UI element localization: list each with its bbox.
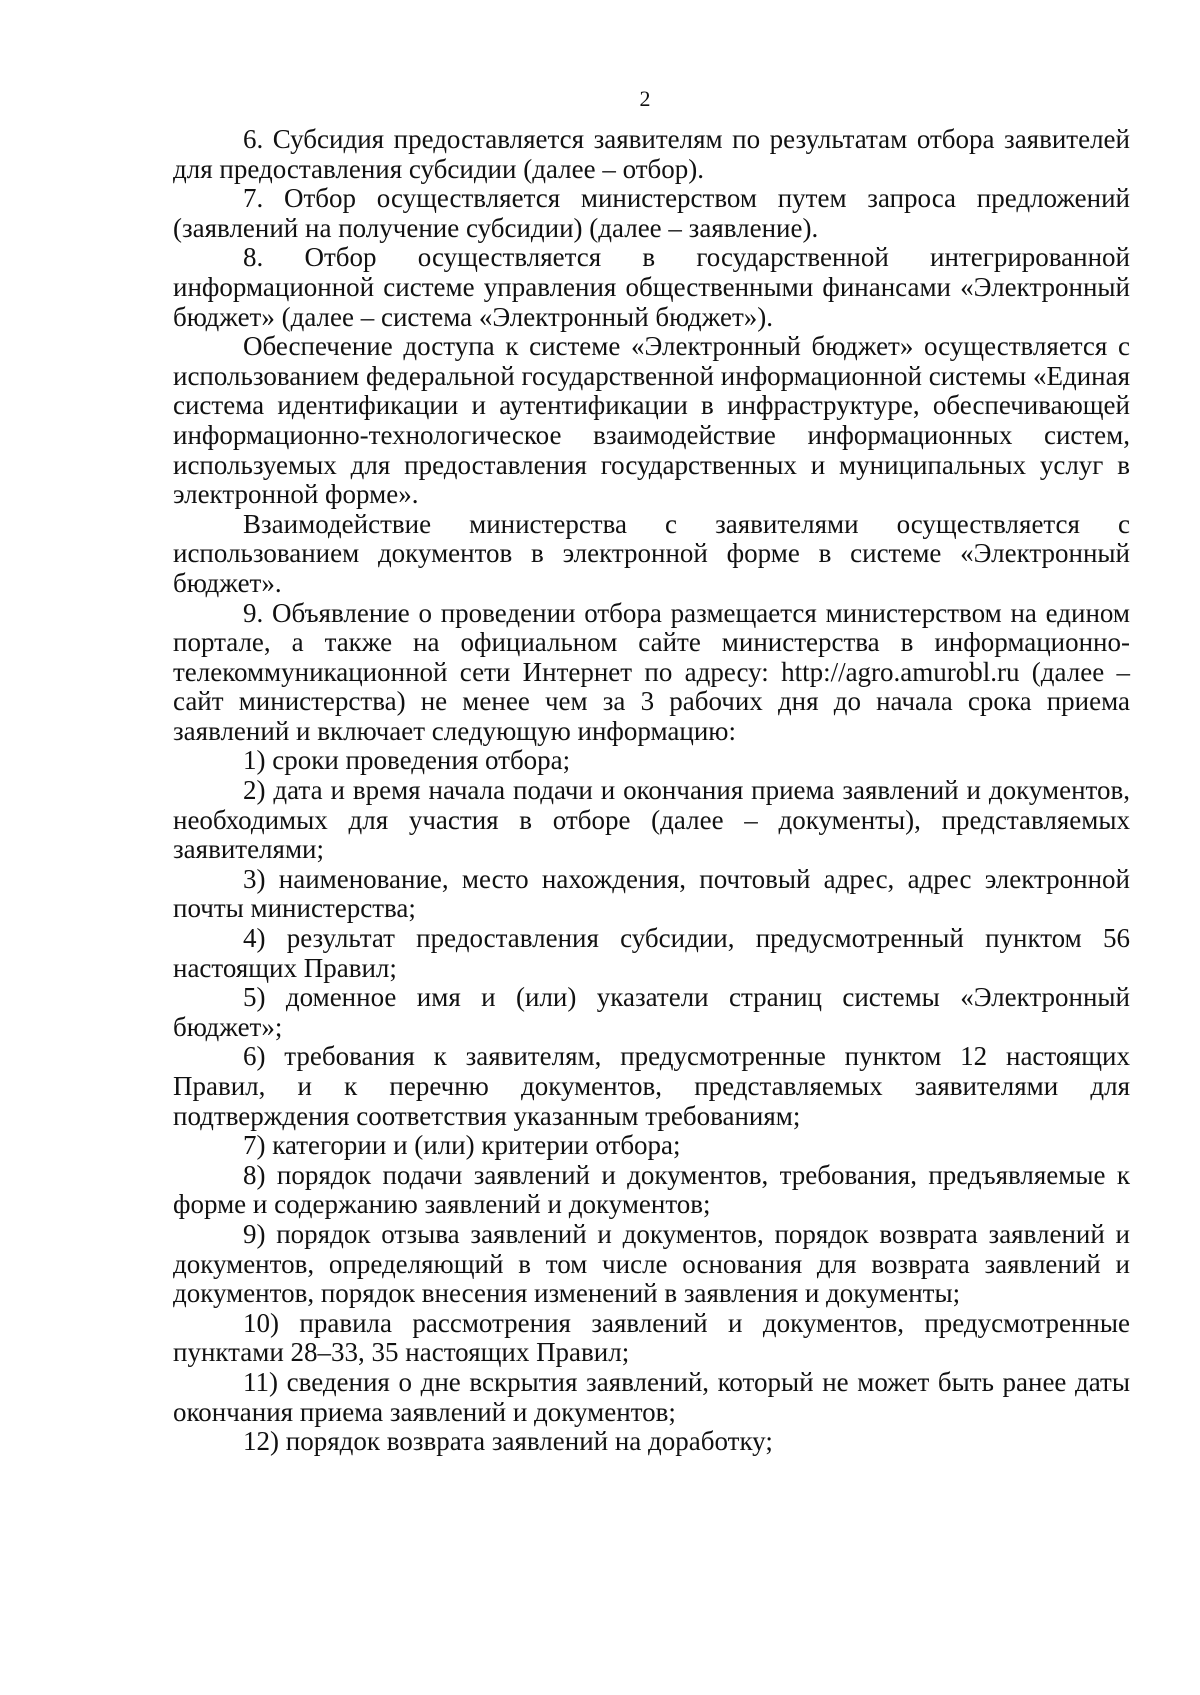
list-item-11: 11) сведения о дне вскрытия заявлений, который не может быть ранее даты окончания приема заявлений и документов;	[173, 1366, 1130, 1427]
list-item-6: 6) требования к заявителям, предусмотренные пунктом 12 настоящих Правил, и к перечню документов, представляемых заявителями для подтверждения соответствия указанным требованиям;	[173, 1041, 1130, 1131]
list-item-12: 12) порядок возврата заявлений на доработку;	[243, 1426, 773, 1457]
paragraph-item-7: 7. Отбор осуществляется министерством путем запроса предложений (заявлений на получение субсидии) (далее – заявление).	[173, 183, 1130, 243]
list-item-4: 4) результат предоставления субсидии, предусмотренный пунктом 56 настоящих Правил;	[173, 923, 1130, 983]
list-item-3: 3) наименование, место нахождения, почтовый адрес, адрес электронной почты министерства;	[173, 863, 1130, 924]
list-item-2: 2) дата и время начала подачи и окончания приема заявлений и документов, необходимых для участия в отборе (далее – документы), представляемых заявителями;	[173, 775, 1130, 865]
list-item-5: 5) доменное имя и (или) указатели страниц системы «Электронный бюджет»;	[173, 982, 1130, 1042]
paragraph-interaction: Взаимодействие министерства с заявителями осуществляется с использованием документов в электронной форме в системе «Электронный бюджет».	[173, 508, 1130, 598]
paragraph-item-8: 8. Отбор осуществляется в государственной интегрированной информационной системе управления общественными финансами «Электронный бюджет» (далее – система «Электронный бюджет»).	[173, 242, 1130, 332]
list-item-8: 8) порядок подачи заявлений и документов, требования, предъявляемые к форме и содержанию заявлений и документов;	[173, 1159, 1130, 1220]
paragraph-item-9: 9. Объявление о проведении отбора размещается министерством на едином портале, а также на официальном сайте министерства в информационно-телекоммуникационной сети Интернет по адресу: http://agro.amurobl.ru (далее – сайт министерства) не менее чем за 3 рабочих дня до начала срока приема заявлений и включает следующую информацию:	[173, 597, 1130, 746]
paragraph-item-6: 6. Субсидия предоставляется заявителям по результатам отбора заявителей для предоставления субсидии (далее – отбор).	[173, 124, 1130, 184]
document-body	[173, 125, 1130, 1457]
paragraph-access: Обеспечение доступа к системе «Электронный бюджет» осуществляется с использованием федеральной государственной информационной системы «Единая система идентификации и аутентификации в инфраструктуре, обеспечивающей информационно-технологическое взаимодействие информационных систем, используемых для предоставления государственных и муниципальных услуг в электронной форме».	[173, 331, 1130, 510]
list-item-10: 10) правила рассмотрения заявлений и документов, предусмотренные пунктами 28–33, 35 настоящих Правил;	[173, 1307, 1130, 1368]
list-item-7: 7) категории и (или) критерии отбора;	[243, 1130, 681, 1161]
list-item-1: 1) сроки проведения отбора;	[243, 745, 571, 776]
list-item-9: 9) порядок отзыва заявлений и документов, порядок возврата заявлений и документов, определяющий в том числе основания для возврата заявлений и документов, порядок внесения изменений в заявления и документы;	[173, 1218, 1130, 1309]
page-number: 2	[639, 86, 651, 111]
